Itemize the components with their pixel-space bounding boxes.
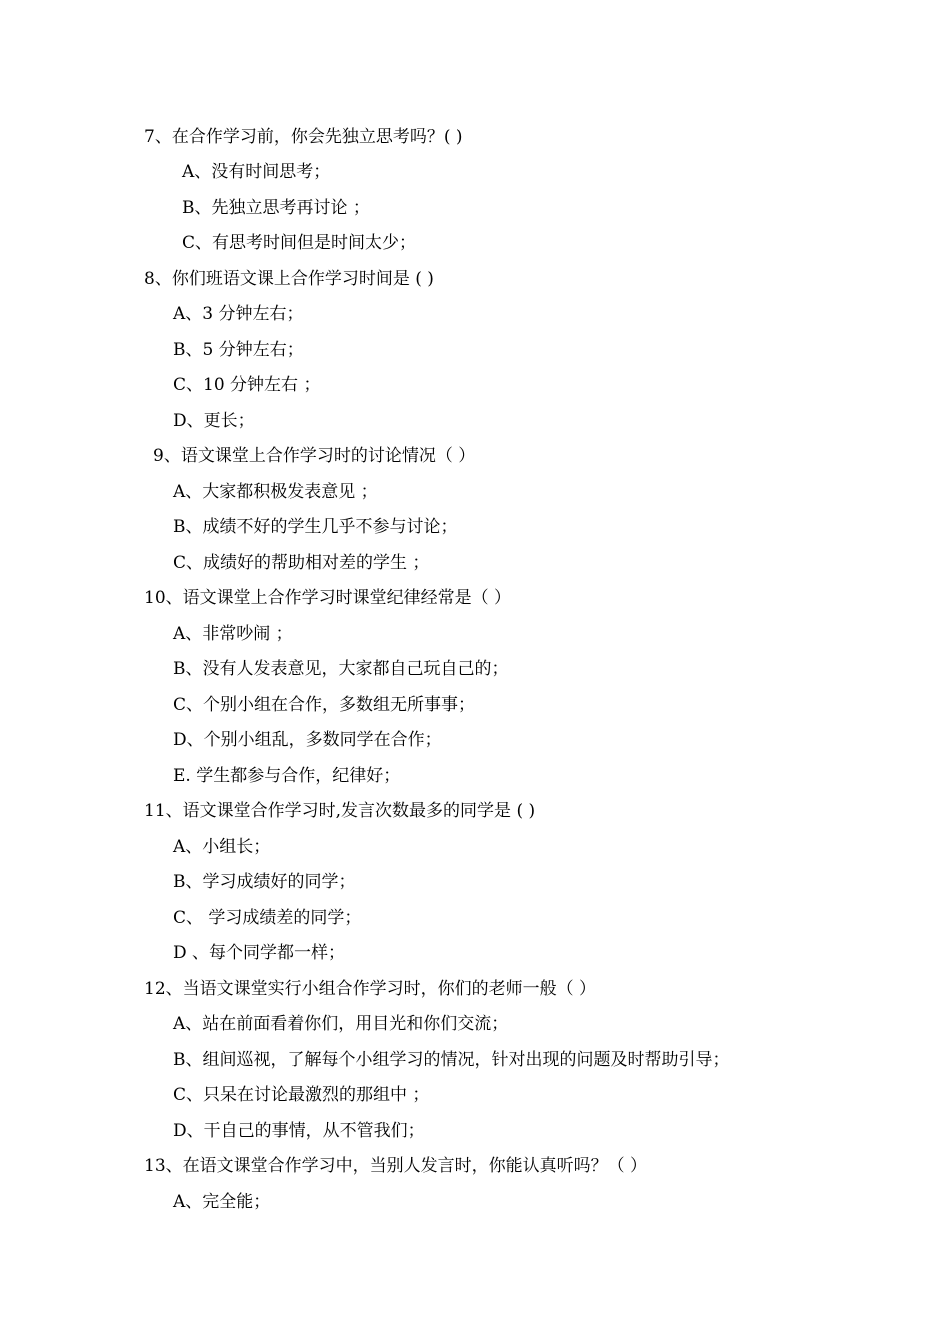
option-7b: B、先独立思考再讨论 ； [182,198,370,218]
option-7c: C、有思考时间但是时间太少； [182,233,417,253]
option-8a: A、3 分钟左右； [173,304,304,324]
option-9c: C、成绩好的帮助相对差的学生 ； [173,553,430,573]
option-11a: A、小组长； [173,837,271,857]
option-9a: A、大家都积极发表意见 ； [173,482,378,502]
option-12b: B、组间巡视，了解每个小组学习的情况，针对出现的问题及时帮助引导； [173,1050,730,1070]
question-10: 10、语文课堂上合作学习时课堂纪律经常是（ ） [144,588,512,608]
option-8d: D、更长； [173,411,255,431]
option-10b: B、没有人发表意见，大家都自己玩自己的； [173,659,509,679]
option-10a: A、非常吵闹 ； [173,624,293,644]
option-11d: D 、每个同学都一样； [173,943,346,963]
option-8c: C、10 分钟左右 ； [173,375,321,395]
question-12: 12、当语文课堂实行小组合作学习时，你们的老师一般（ ） [144,979,597,999]
option-8b: B、5 分钟左右； [173,340,304,360]
question-11: 11、语文课堂合作学习时,发言次数最多的同学是 ( ) [144,801,536,821]
option-9b: B、成绩不好的学生几乎不参与讨论； [173,517,458,537]
option-10e: E. 学生都参与合作，纪律好； [173,766,401,786]
option-11b: B、学习成绩好的同学； [173,872,356,892]
option-10d: D、个别小组乱，多数同学在合作； [173,730,442,750]
option-12a: A、站在前面看着你们，用目光和你们交流； [173,1014,509,1034]
option-12c: C、只呆在讨论最激烈的那组中 ； [173,1085,430,1105]
option-7a: A、没有时间思考； [182,162,331,182]
option-10c: C、个别小组在合作，多数组无所事事； [173,695,476,715]
option-12d: D、干自己的事情，从不管我们； [173,1121,425,1141]
question-8: 8、你们班语文课上合作学习时间是 ( ) [144,269,434,289]
question-9: 9、语文课堂上合作学习时的讨论情况（ ） [153,446,476,466]
option-13a: A、完全能； [173,1192,271,1212]
question-13: 13、在语文课堂合作学习中，当别人发言时，你能认真听吗？（ ） [144,1156,648,1176]
question-7: 7、在合作学习前，你会先独立思考吗？( ) [144,127,463,147]
option-11c: C、 学习成绩差的同学； [173,908,362,928]
